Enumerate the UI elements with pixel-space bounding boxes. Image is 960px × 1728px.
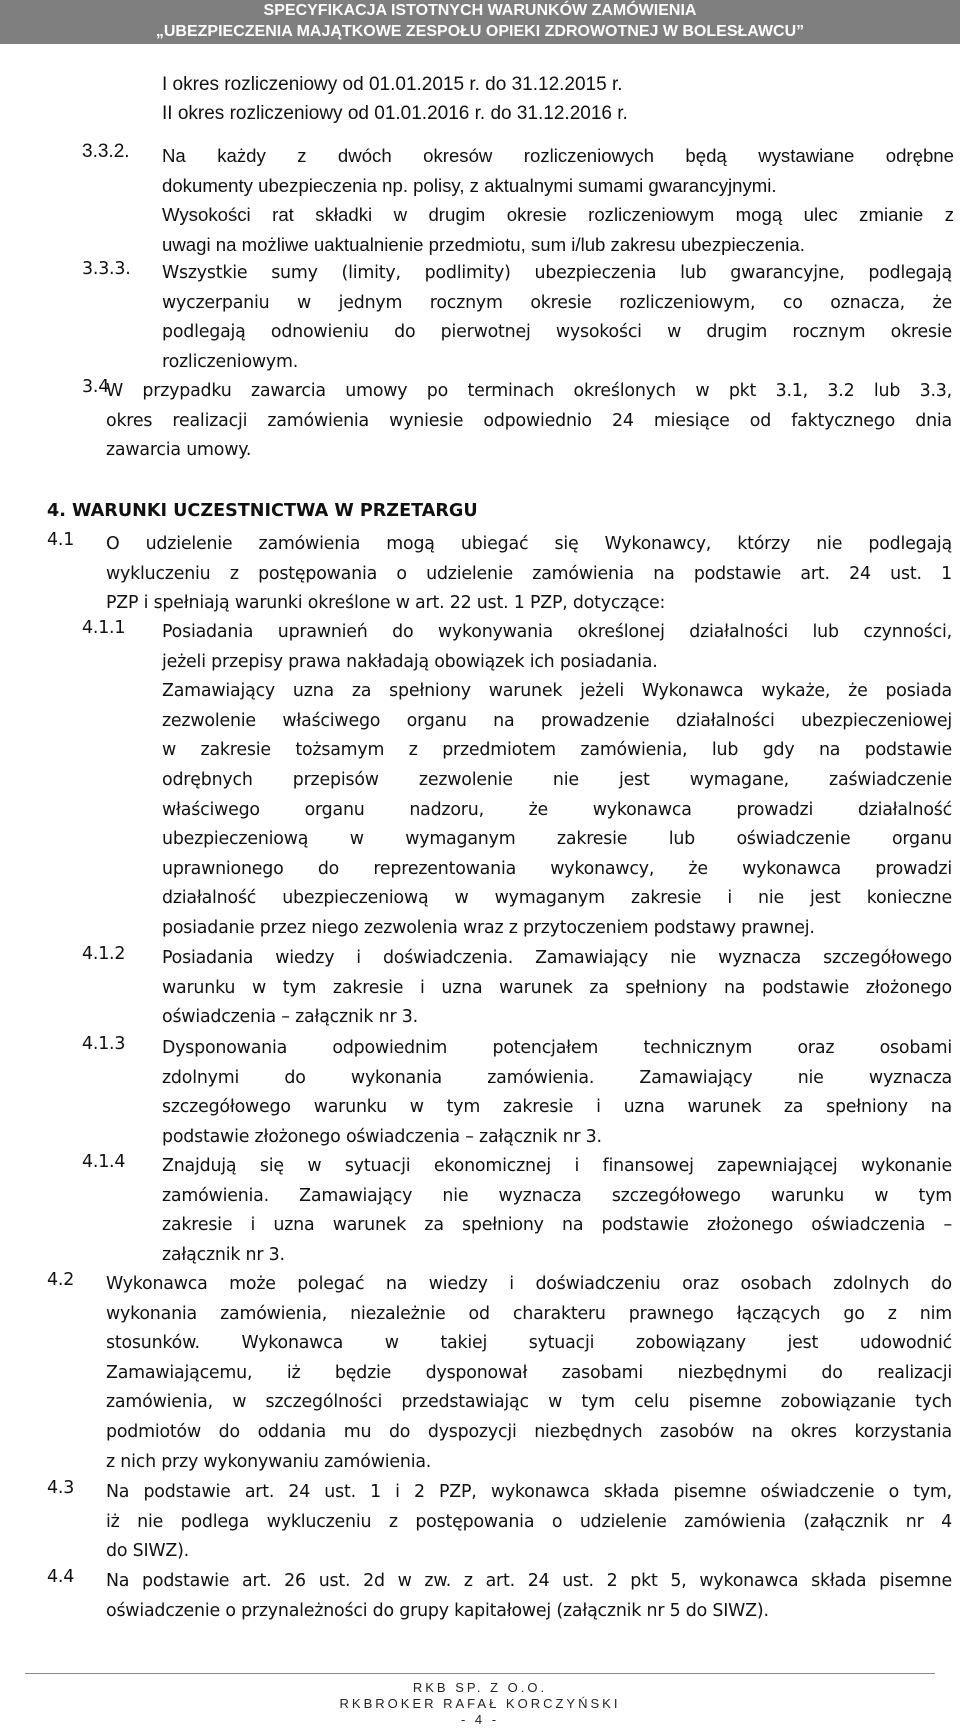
section-3-3-3-text (162, 259, 952, 377)
text-line: zdolnymi do wykonania zamówienia. Zamawiający nie wyznacza (162, 1067, 952, 1088)
text-line: jeżeli przepisy prawa nakładają obowiązek ich posiadania. (162, 651, 658, 672)
section-number: 4.3 (47, 1478, 75, 1498)
text-line: oświadczenie o przynależności do grupy kapitałowej (załącznik nr 5 do SIWZ). (106, 1600, 769, 1621)
section-4-1-4-text (162, 1152, 952, 1270)
text-line: rozliczeniowym. (162, 351, 299, 372)
text-line: ubezpieczeniową w wymaganym zakresie lub oświadczenie organu (162, 829, 952, 850)
section-4-1-2-text (162, 944, 952, 1033)
text-line: załącznik nr 3. (162, 1244, 285, 1265)
text-line: PZP i spełniają warunki określone w art. 22 ust. 1 PZP, dotyczące: (106, 593, 666, 614)
section-number: 3.3.3. (82, 259, 131, 279)
text-line: odrębnych przepisów zezwolenie nie jest wymagane, zaświadczenie (162, 769, 952, 790)
text-line: podstawie złożonego oświadczenia – załącznik nr 3. (162, 1126, 602, 1147)
text-line: W przypadku zawarcia umowy po terminach określonych w pkt 3.1, 3.2 lub 3.3, (106, 381, 952, 401)
section-4-1-1-text (162, 618, 952, 944)
section-4-1-3-text (162, 1034, 952, 1152)
text-line: zawarcia umowy. (106, 440, 252, 461)
section-number: 4.2 (47, 1270, 75, 1290)
text-line: Dysponowania odpowiednim potencjałem technicznym oraz osobami (162, 1038, 952, 1058)
section-4-2-text (106, 1270, 952, 1477)
period-line: II okres rozliczeniowy od 01.01.2016 r. do 31.12.2016 r. (162, 103, 628, 124)
text-line: uprawnionego do reprezentowania wykonawcy, że wykonawca prowadzi (162, 858, 952, 879)
section-4-4-text (106, 1567, 952, 1626)
text-line: O udzielenie zamówienia mogą ubiegać się Wykonawcy, którzy nie podlegają (106, 534, 952, 554)
text-line: uwagi na możliwe uaktualnienie przedmiotu, sum i/lub zakresu ubezpieczenia. (162, 233, 805, 255)
section-number: 4.1.2 (82, 944, 126, 964)
text-line: zamówienia. Zamawiający nie wyznacza szczegółowego warunku w tym (162, 1185, 952, 1206)
text-line: zamówienia, w szczególności przedstawiając w tym celu pisemne zobowiązanie tych (106, 1392, 952, 1413)
text-line: Posiadania uprawnień do wykonywania określonej działalności lub czynności, (162, 622, 952, 642)
footer-divider (25, 1673, 935, 1674)
header-title: SPECYFIKACJA ISTOTNYCH WARUNKÓW ZAMÓWIENIA (263, 2, 697, 19)
section-number: 4.1 (47, 530, 75, 550)
text-line: Posiadania wiedzy i doświadczenia. Zamawiający nie wyznacza szczegółowego (162, 948, 952, 968)
text-line: Wykonawca może polegać na wiedzy i doświadczeniu oraz osobach zdolnych do (106, 1274, 952, 1294)
text-line: wyczerpaniu w jednym rocznym okresie rozliczeniowym, co oznacza, że (162, 292, 952, 313)
text-line: z nich przy wykonywaniu zamówienia. (106, 1451, 432, 1472)
section-heading: 4. WARUNKI UCZESTNICTWA W PRZETARGU (47, 501, 478, 521)
text-line: Znajdują się w sytuacji ekonomicznej i finansowej zapewniającej wykonanie (162, 1156, 952, 1176)
text-line: zakresie i uzna warunek za spełniony na podstawie złożonego oświadczenia – (162, 1215, 952, 1236)
section-4-1-text (106, 530, 952, 619)
document-footer (0, 1680, 960, 1728)
text-line: Na podstawie art. 24 ust. 1 i 2 PZP, wykonawca składa pisemne oświadczenie o tym, (106, 1482, 952, 1502)
section-3-3-2-text (162, 141, 954, 259)
section-3-4-text (106, 377, 952, 466)
section-number: 4.4 (47, 1567, 75, 1587)
text-line: Na każdy z dwóch okresów rozliczeniowych będą wystawiane odrębne (162, 145, 954, 166)
text-line: Zamawiający uzna za spełniony warunek jeżeli Wykonawca wykaże, że posiada (162, 681, 952, 702)
text-line: wykluczeniu z postępowania o udzielenie zamówienia na podstawie art. 24 ust. 1 (106, 563, 952, 584)
text-line: dokumenty ubezpieczenia np. polisy, z aktualnymi sumami gwarancyjnymi. (162, 174, 777, 196)
text-line: Na podstawie art. 26 ust. 2d w zw. z art. 24 ust. 2 pkt 5, wykonawca składa pisemne (106, 1571, 952, 1591)
text-line: działalność ubezpieczeniową w wymaganym zakresie i nie jest konieczne (162, 888, 952, 909)
text-line: podlegają odnowieniu do pierwotnej wysokości w drugim rocznym okresie (162, 322, 952, 343)
text-line: Zamawiającemu, iż będzie dysponował zasobami niezbędnymi do realizacji (106, 1362, 952, 1383)
text-line: Wysokości rat składki w drugim okresie rozliczeniowym mogą ulec zmianie z (162, 204, 954, 225)
header-subtitle: „UBEZPIECZENIA MAJĄTKOWE ZESPOŁU OPIEKI ZDROWOTNEJ W BOLESŁAWCU” (155, 23, 805, 40)
document-header (0, 0, 960, 44)
text-line: podmiotów do oddania mu do dyspozycji niezbędnych zasobów na okres korzystania (106, 1421, 952, 1442)
text-line: warunku w tym zakresie i uzna warunek za spełniony na podstawie złożonego (162, 977, 952, 998)
footer-company: RKB SP. Z O.O. (412, 1680, 548, 1695)
text-line: oświadczenia – załącznik nr 3. (162, 1007, 418, 1028)
period-list (162, 70, 628, 128)
section-number: 3.4 (82, 377, 110, 397)
section-number: 4.1.3 (82, 1034, 126, 1054)
period-line: I okres rozliczeniowy od 01.01.2015 r. do 31.12.2015 r. (162, 74, 623, 95)
text-line: posiadanie przez niego zezwolenia wraz z przytoczeniem podstawy prawnej. (162, 917, 815, 938)
page-number: - 4 - (460, 1712, 500, 1727)
text-line: szczegółowego warunku w tym zakresie i uzna warunek za spełniony na (162, 1097, 952, 1118)
text-line: właściwego organu nadzoru, że wykonawca prowadzi działalność (162, 799, 952, 820)
section-number: 3.3.2. (82, 141, 130, 162)
section-number: 4.1.4 (82, 1152, 126, 1172)
section-number: 4.1.1 (82, 618, 126, 638)
text-line: stosunków. Wykonawca w takiej sytuacji zobowiązany jest udowodnić (106, 1333, 952, 1354)
text-line: w zakresie tożsamym z przedmiotem zamówienia, lub gdy na podstawie (162, 740, 952, 761)
footer-broker: RKBROKER RAFAŁ KORCZYŃSKI (339, 1696, 621, 1711)
text-line: Wszystkie sumy (limity, podlimity) ubezpieczenia lub gwarancyjne, podlegają (162, 263, 952, 283)
text-line: okres realizacji zamówienia wyniesie odpowiednio 24 miesiące od faktycznego dnia (106, 410, 952, 431)
text-line: do SIWZ). (106, 1541, 189, 1562)
text-line: zezwolenie właściwego organu na prowadzenie działalności ubezpieczeniowej (162, 710, 952, 731)
text-line: iż nie podlega wykluczeniu z postępowania o udzielenie zamówienia (załącznik nr 4 (106, 1511, 952, 1532)
text-line: wykonania zamówienia, niezależnie od charakteru prawnego łączących go z nim (106, 1303, 952, 1324)
section-4-3-text (106, 1478, 952, 1567)
